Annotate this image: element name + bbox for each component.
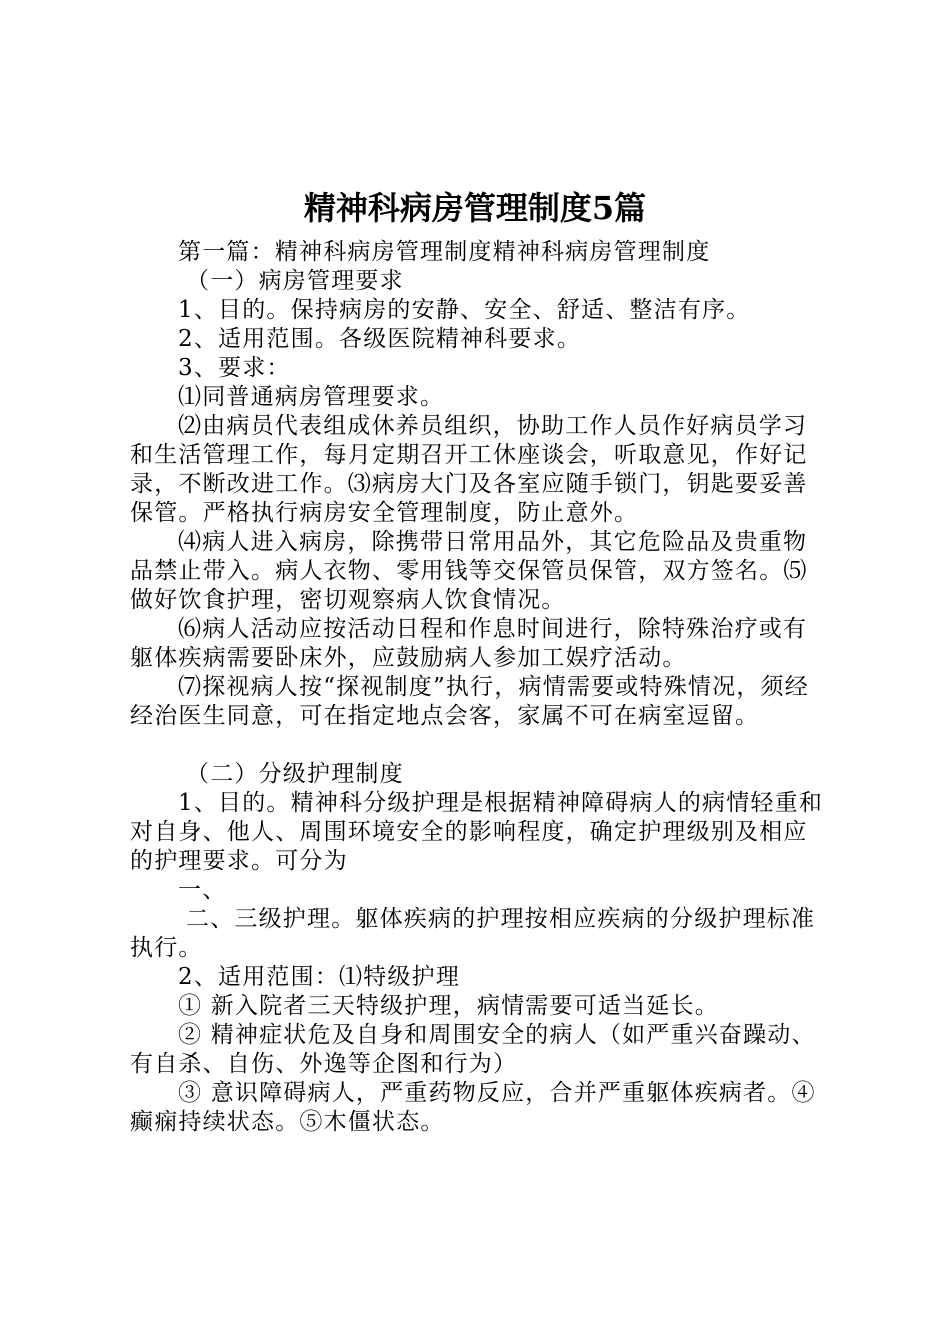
paragraph-scope: 2、适用范围。各级医院精神科要求。: [178, 326, 582, 352]
paragraph-item-3-5: ③ 意识障碍病人，严重药物反应，合并严重躯体疾病者。④癫痫持续状态。⑤木僵状态。: [130, 1080, 816, 1135]
paragraph-requirements: 3、要求：: [178, 355, 291, 381]
paragraph-req-1: ⑴同普通病房管理要求。: [178, 384, 445, 410]
paragraph-part-one-heading: 第一篇：精神科病房管理制度精神科病房管理制度: [178, 239, 711, 265]
paragraph-req-7: ⑺探视病人按“探视制度”执行，病情需要或特殊情况，须经经治医生同意，可在指定地点会客，家属不可在病室逗留。: [130, 674, 809, 729]
paragraph-item-1: ① 新入院者三天特级护理，病情需要可适当延长。: [178, 993, 719, 1019]
paragraph-req-6: ⑹病人活动应按活动日程和作息时间进行，除特殊治疗或有躯体疾病需要卧床外，应鼓励病人参加工娱疗活动。: [130, 616, 808, 671]
document-title: 精神科病房管理制度5篇: [303, 189, 647, 227]
paragraph-section-one-heading: （一）病房管理要求: [186, 268, 404, 294]
paragraph-req-4-5: ⑷病人进入病房，除携带日常用品外，其它危险品及贵重物品禁止带入。病人衣物、零用钱等交保管员保管，双方签名。⑸做好饮食护理，密切观察病人饮食情况。: [130, 529, 808, 613]
paragraph-grading-scope: 2、适用范围：⑴特级护理: [178, 964, 461, 990]
paragraph-spacer: [130, 731, 830, 760]
paragraph-section-two-heading: （二）分级护理制度: [186, 761, 404, 787]
paragraph-req-2-3: ⑵由病员代表组成休养员组织，协助工作人员作好病员学习和生活管理工作，每月定期召开工休座谈会，听取意见，作好记录，不断改进工作。⑶病房大门及各室应随手锁门，钥匙要妥善保管。严格执行病房安全管理制度，防止意外。: [130, 413, 808, 526]
paragraph-level-two-three: 二、三级护理。躯体疾病的护理按相应疾病的分级护理标准执行。: [130, 906, 816, 961]
paragraph-item-2: ② 精神症状危及自身和周围安全的病人（如严重兴奋躁动、有自杀、自伤、外逸等企图和行为）: [130, 1022, 816, 1077]
document-body: [130, 238, 830, 1137]
paragraph-level-one: 一、: [178, 877, 227, 903]
paragraph-purpose: 1、目的。保持病房的安静、安全、舒适、整洁有序。: [178, 297, 751, 323]
paragraph-grading-purpose: 1、目的。精神科分级护理是根据精神障碍病人的病情轻重和对自身、他人、周围环境安全的影响程度，确定护理级别及相应的护理要求。可分为: [130, 790, 824, 874]
